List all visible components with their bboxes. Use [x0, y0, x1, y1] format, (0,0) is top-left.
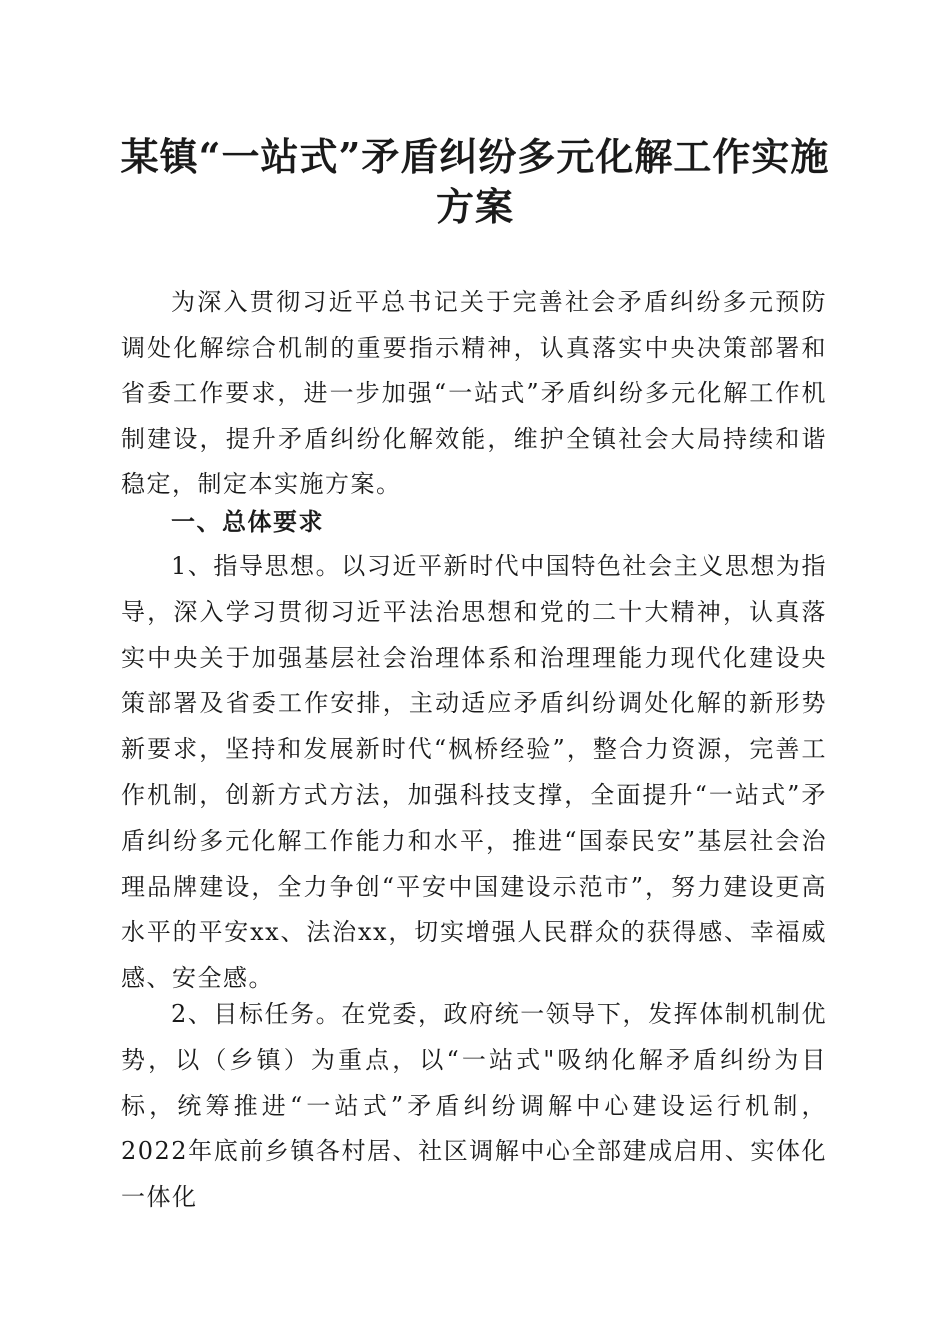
- intro-paragraph: 为深入贯彻习近平总书记关于完善社会矛盾纠纷多元预防调处化解综合机制的重要指示精神，认真落实中央决策部署和省委工作要求，进一步加强“一站式”矛盾纠纷多元化解工作机制建设，提升矛盾纠纷化解效能，维护全镇社会大局持续和谐稳定，制定本实施方案。: [121, 288, 827, 498]
- document-title: 某镇“一站式”矛盾纠纷多元化解工作实施方案: [120, 134, 830, 229]
- section-heading-general-requirements: 一、总体要求: [171, 508, 324, 536]
- goals-tasks-paragraph: 2、目标任务。在党委，政府统一领导下，发挥体制机制优势，以（乡镇）为重点，以“一站式"吸纳化解矛盾纠纷为目标，统筹推进“一站式”矛盾纠纷调解中心建设运行机制，2022年底前乡镇各村居、社区调解中心全部建成启用、实体化一体化: [121, 1000, 827, 1212]
- guiding-ideology-paragraph: 1、指导思想。以习近平新时代中国特色社会主义思想为指导，深入学习贯彻习近平法治思想和党的二十大精神，认真落实中央关于加强基层社会治理体系和治理理能力现代化建设央策部署及省委工作安排，主动适应矛盾纠纷调处化解的新形势新要求，坚持和发展新时代“枫桥经验”，整合力资源，完善工作机制，创新方式方法，加强科技支撑，全面提升“一站式”矛盾纠纷多元化解工作能力和水平，推进“国泰民安”基层社会治理品牌建设，全力争创“平安中国建设示范市”，努力建设更高水平的平安xx、法治xx，切实增强人民群众的获得感、幸福威感、安全感。: [121, 552, 827, 993]
